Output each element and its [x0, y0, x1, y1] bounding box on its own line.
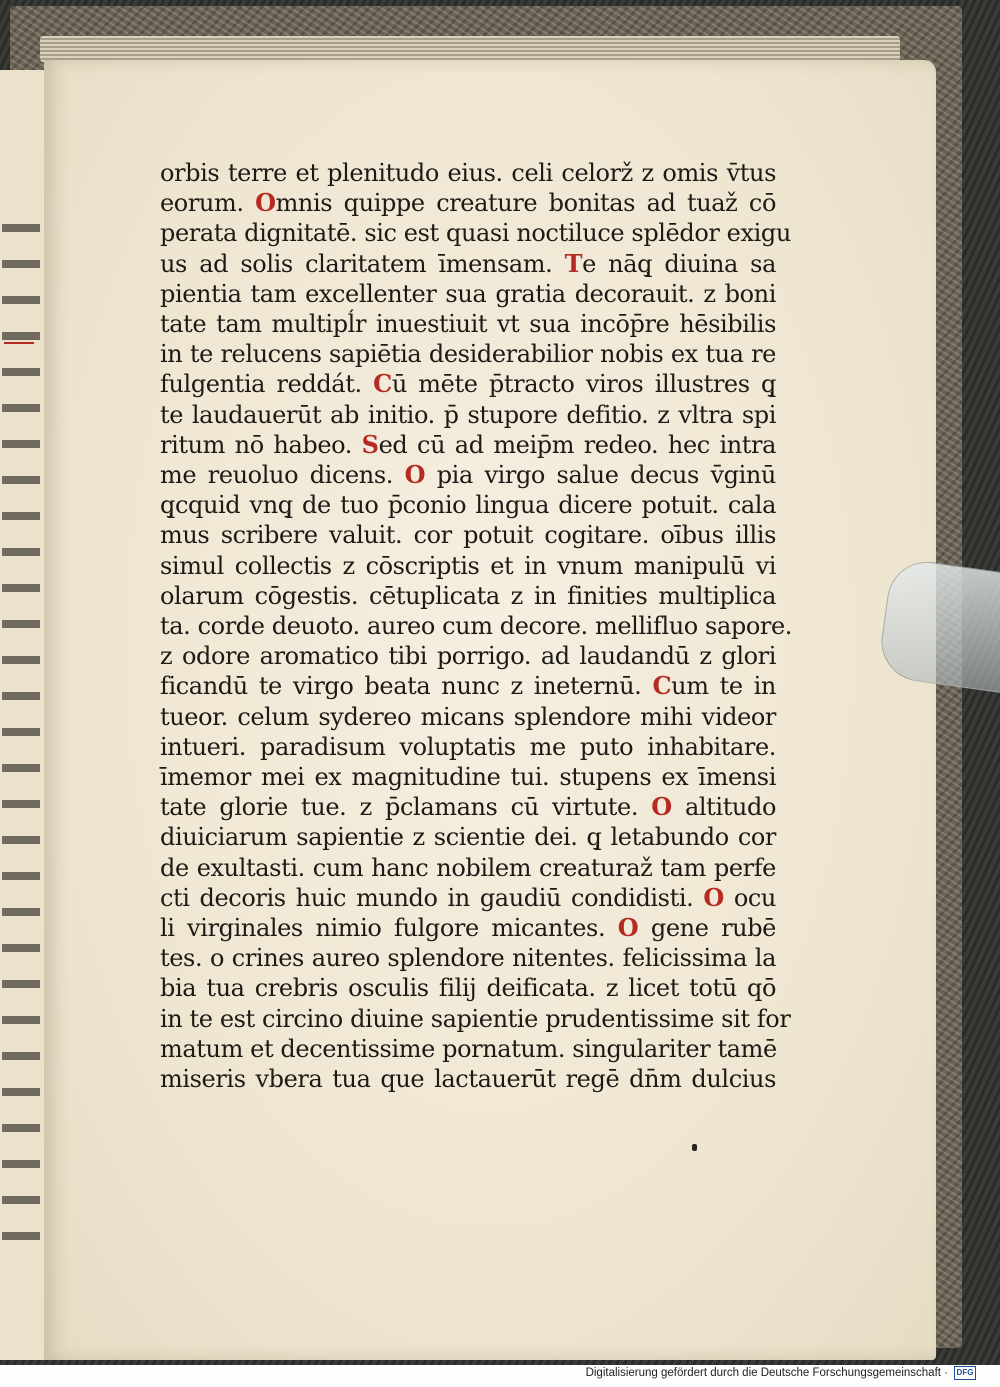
rubric-initial: O [255, 188, 276, 218]
text-line: eorum. Omnis quippe creature bonitas ad tuaž cō [160, 188, 776, 218]
text-line: matum et decentissime pornatum. singulariter tamē [160, 1034, 777, 1063]
rubric-initial: O [651, 792, 672, 822]
dfg-logo-icon: DFG [954, 1366, 976, 1380]
page-edges [40, 36, 900, 62]
rubric-initial: C [373, 369, 392, 399]
text-line: te laudauerūt ab initio. p̄ stupore defitio. z vltra spi [160, 400, 776, 429]
text-line: ritum nō habeo. Sed cū ad meip̄m redeo. hec intra [160, 429, 776, 459]
page-text [160, 158, 792, 1094]
text-line: us ad solis claritatem īmensam. Te nāq̧ diuina sa [160, 248, 776, 278]
text-line: in te relucens sapiētia desiderabilior nobis ex tua re [160, 340, 776, 369]
text-line: īmemor mei ex magnitudine tui. stupens ex īmensi [160, 763, 776, 792]
text-line: me reuoluo dicens. O pia virgo salue decus v̄ginū [160, 460, 776, 490]
text-line: simul collectis z cōscriptis et in vnum manipulū vi [160, 551, 776, 580]
left-page-fragment [0, 70, 46, 1360]
text-line: de exultasti. cum hanc nobilem creaturaž tam perfe [160, 853, 776, 882]
rubric-initial: O [703, 882, 724, 912]
rubric-initial: C [652, 671, 672, 701]
text-line: olarum cōgestis. cētuplicata z in finities multiplica [160, 581, 776, 610]
text-line: mus scribere valuit. cor potuit cogitare. oībus illis [160, 521, 776, 550]
rubric-initial: O [404, 460, 426, 490]
text-line: orbis terre et plenitudo eius. celi celorž z omis v̄tus [160, 159, 776, 187]
left-page-rule [4, 342, 34, 344]
text-line: cti decoris huic mundo in gaudiū condidisti. O ocu [160, 882, 776, 912]
text-line: tate tam multipĺr inuestiuit vt sua incōp̄re hēsibilis [160, 310, 776, 339]
text-line: tes. o crines aureo splendore nitentes. felicissima la [160, 944, 776, 973]
text-line: tate glorie tue. z p̄clamans cū virtute. O altitudo [160, 792, 777, 822]
left-page-text [2, 210, 40, 1250]
text-line: q̧cquid vnq̧ de tuo p̄conio lingua dicere potuit. cala [160, 491, 776, 520]
footer-credit-text: Digitalisierung gefördert durch die Deutsche Forschungsgemeinschaft · [585, 1367, 948, 1379]
text-line: perata dignitatē. sic est quasi noctiluce splēdor exigu [160, 219, 791, 248]
rubric-initial: O [617, 913, 639, 943]
text-line: fulgentia reddát. Cū mēte p̄tracto viros illustres q̧ [160, 369, 776, 399]
text-line: pientia tam excellenter sua gratia decorauit. z boni [160, 279, 776, 308]
text-line: in te est circino diuine sapientie prudentissime sit for [160, 1004, 791, 1033]
text-line: ta. corde deuoto. aureo cum decore. mellifluo sapore. [160, 612, 792, 641]
text-line: z odore aromatico tibi porrigo. ad laudandū z glori [160, 642, 776, 671]
text-line: miseris vbera tua que lactauerūt regē dn̄m dulcius [160, 1065, 776, 1094]
text-line: intueri. paradisum voluptatis me puto inhabitare. [160, 732, 776, 761]
rubric-initial: S [361, 429, 379, 459]
ink-mark [692, 1144, 697, 1151]
text-line: bia tua crebris osculis filij deificata. z licet totū qō [160, 974, 776, 1003]
text-line: diuiciarum sapientie z scientie dei. q̧ letabundo cor [160, 823, 776, 852]
footer-credit [586, 1365, 976, 1381]
text-line: tueor. celum sydereo micans splendore mihi videor [160, 702, 776, 731]
text-line: ficandū te virgo beata nunc z ineternū. Cum te in [160, 671, 776, 701]
rubric-initial: T [564, 248, 583, 278]
text-line: li virginales nimio fulgore micantes. O gene rubē [160, 913, 776, 943]
